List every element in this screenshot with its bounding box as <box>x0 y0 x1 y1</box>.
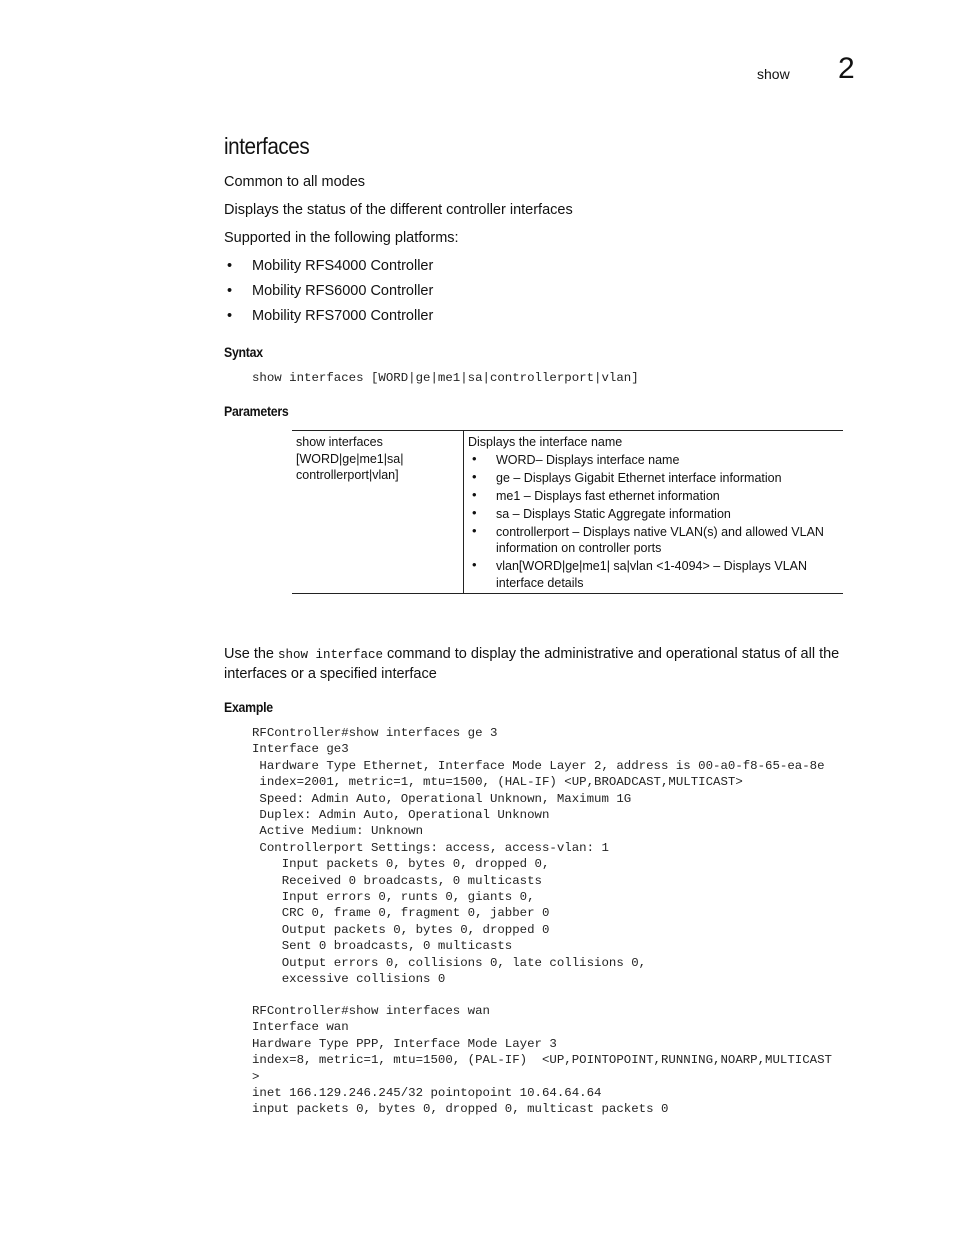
list-item: • Mobility RFS6000 Controller <box>224 282 433 307</box>
parameter-options-list <box>468 452 840 592</box>
list-item: • ge – Displays Gigabit Ethernet interface information <box>468 470 840 487</box>
description-text: Displays the status of the different controller interfaces <box>224 202 573 218</box>
usage-paragraph <box>224 645 874 684</box>
syntax-command: show interfaces [WORD|ge|me1|sa|controllerport|vlan] <box>252 371 639 385</box>
page-title: interfaces <box>224 133 310 159</box>
usage-command: show interface <box>278 648 384 662</box>
platforms-intro: Supported in the following platforms: <box>224 230 459 246</box>
parameters-heading: Parameters <box>224 403 289 419</box>
parameter-command-cell: show interfaces [WORD|ge|me1|sa| controllerport|vlan] <box>296 435 404 482</box>
list-item: • Mobility RFS4000 Controller <box>224 257 433 282</box>
parameter-description-cell <box>468 434 840 593</box>
platform-list <box>224 257 433 332</box>
syntax-heading: Syntax <box>224 344 263 360</box>
mode-text: Common to all modes <box>224 174 366 190</box>
list-item: • sa – Displays Static Aggregate information <box>468 506 840 523</box>
list-item: • WORD– Displays interface name <box>468 452 840 469</box>
usage-text-after: command to display the administrative and operational status of all the interfaces or a specified interface <box>224 646 840 682</box>
usage-text-before: Use the <box>224 646 278 662</box>
example-code-block-1: RFController#show interfaces ge 3 Interface ge3 Hardware Type Ethernet, Interface Mode Layer 2, address is 00-a0-f8-65-ea-8e index=2001, metric=1, mtu=1500, (HAL-IF) <UP,BROADCAST,MULTICAST> Speed: Admin Auto, Operational Unknown, Maximum 1G Duplex: Admin Auto, Operational Unknown Active Medium: Unknown Controllerport Settings: access, access-vlan: 1 Input packets 0, bytes 0, dropped 0, Received 0 broadcasts, 0 multicasts Input errors 0, runts 0, giants 0, CRC 0, frame 0, fragment 0, jabber 0 Output packets 0, bytes 0, dropped 0 Sent 0 broadcasts, 0 multicasts Output errors 0, collisions 0, late collisions 0, excessive collisions 0 <box>252 726 825 987</box>
example-heading: Example <box>224 699 273 715</box>
header-section-word: show <box>757 66 790 82</box>
list-item: • vlan[WORD|ge|me1| sa|vlan <1-4094> – Displays VLAN interface details <box>468 558 840 591</box>
parameter-intro: Displays the interface name <box>468 435 623 449</box>
header-chapter-number: 2 <box>838 52 855 85</box>
column-divider <box>463 431 464 593</box>
parameters-table <box>292 430 843 594</box>
list-item: • me1 – Displays fast ethernet information <box>468 488 840 505</box>
list-item: • controllerport – Displays native VLAN(s) and allowed VLAN information on controller ports <box>468 524 840 557</box>
example-code-block-2: RFController#show interfaces wan Interface wan Hardware Type PPP, Interface Mode Layer 3 index=8, metric=1, mtu=1500, (PAL-IF) <UP,POINTOPOINT,RUNNING,NOARP,MULTICAST > inet 166.129.246.245/32 pointopoint 10.64.64.64 input packets 0, bytes 0, dropped 0, multicast packets 0 <box>252 1004 832 1117</box>
list-item: • Mobility RFS7000 Controller <box>224 307 433 332</box>
